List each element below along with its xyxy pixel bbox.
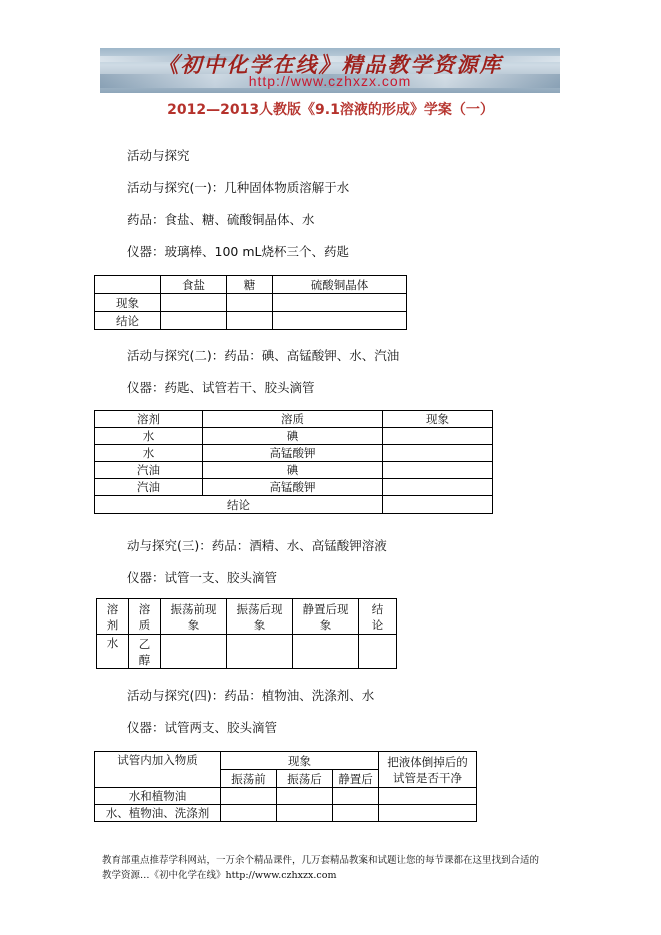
table-header-cell: 硫酸铜晶体 — [273, 276, 407, 294]
footer — [102, 853, 572, 883]
activity-2-heading: 活动与探究(二)：药品：碘、高锰酸钾、水、汽油 — [127, 348, 400, 363]
table-cell — [221, 805, 277, 822]
table-cell — [227, 312, 273, 330]
table-cell — [333, 805, 379, 822]
solute-cell: 高锰酸钾 — [203, 479, 383, 496]
activity-2-apparatus: 仪器：药匙、试管若干、胶头滴管 — [127, 380, 315, 395]
table-header-cell: 结 论 — [359, 599, 397, 635]
table-subheader-cell: 振荡后 — [277, 770, 333, 788]
banner-title: 《初中化学在线》精品教学资源库 — [157, 52, 503, 77]
banner-url[interactable]: http://www.czhxzx.com — [248, 73, 412, 89]
table-header-cell: 溶剂 — [95, 411, 203, 428]
table-row — [97, 635, 397, 669]
table-row — [95, 294, 407, 312]
solvent-cell: 水 — [95, 445, 203, 462]
row-label: 水、植物油、洗涤剂 — [95, 805, 221, 822]
footer-line[interactable]: 教学资源…《初中化学在线》http://www.czhxzx.com — [102, 870, 337, 881]
table-row — [97, 599, 397, 635]
table-row — [95, 445, 493, 462]
table-cell — [379, 788, 477, 805]
activity-1-heading: 活动与探究(一)：几种固体物质溶解于水 — [127, 180, 350, 195]
table-row — [95, 479, 493, 496]
activity-1-table — [94, 275, 407, 330]
activity-3-table — [96, 598, 397, 669]
activity-2-table — [94, 410, 493, 514]
activity-4-table — [94, 751, 477, 822]
table-header-cell: 把液体倒掉后的 试管是否干净 — [379, 752, 477, 788]
solute-cell: 高锰酸钾 — [203, 445, 383, 462]
table-row — [95, 788, 477, 805]
activity-4-apparatus: 仪器：试管两支、胶头滴管 — [127, 720, 278, 735]
table-cell — [379, 805, 477, 822]
solute-cell: 碘 — [203, 428, 383, 445]
table-cell — [221, 788, 277, 805]
table-header-cell: 溶 剂 — [97, 599, 129, 635]
table-cell — [383, 428, 493, 445]
table-header-cell: 振荡后现 象 — [227, 599, 293, 635]
row-label: 结论 — [95, 312, 161, 330]
table-row — [95, 805, 477, 822]
activity-1-drugs: 药品：食盐、糖、硫酸铜晶体、水 — [127, 212, 315, 227]
activity-3-heading: 动与探究(三)：药品：酒精、水、高锰酸钾溶液 — [127, 538, 387, 553]
table-header-cell: 现象 — [383, 411, 493, 428]
table-cell — [277, 788, 333, 805]
table-header-cell: 振荡前现 象 — [161, 599, 227, 635]
table-cell — [383, 445, 493, 462]
table-row — [95, 411, 493, 428]
conclusion-label: 结论 — [95, 496, 383, 514]
table-cell — [273, 312, 407, 330]
table-header-cell: 试管内加入物质 — [95, 752, 221, 788]
table-cell — [277, 805, 333, 822]
table-cell — [383, 496, 493, 514]
table-cell — [161, 294, 227, 312]
table-header-cell: 现象 — [221, 752, 379, 770]
solvent-cell: 水 — [95, 428, 203, 445]
solvent-cell: 汽油 — [95, 479, 203, 496]
table-row — [95, 462, 493, 479]
table-header-cell: 静置后现 象 — [293, 599, 359, 635]
activity-3-apparatus: 仪器：试管一支、胶头滴管 — [127, 570, 278, 585]
table-cell — [293, 635, 359, 669]
activity-4-heading: 活动与探究(四)：药品：植物油、洗涤剂、水 — [127, 688, 375, 703]
table-header-cell — [95, 276, 161, 294]
solute-cell: 碘 — [203, 462, 383, 479]
row-label: 现象 — [95, 294, 161, 312]
section-heading: 活动与探究 — [127, 148, 190, 163]
table-header-cell: 糖 — [227, 276, 273, 294]
table-row — [95, 428, 493, 445]
table-cell — [273, 294, 407, 312]
footer-line: 教育部重点推荐学科网站，一万余个精品课件，几万套精品教案和试题让您的每节课都在这里找到合适的 — [102, 855, 540, 866]
table-row — [95, 276, 407, 294]
solvent-cell: 汽油 — [95, 462, 203, 479]
document-title: 2012—2013人教版《9.1溶液的形成》学案（一） — [167, 102, 494, 118]
table-cell — [227, 635, 293, 669]
table-subheader-cell: 静置后 — [333, 770, 379, 788]
table-subheader-cell: 振荡前 — [221, 770, 277, 788]
table-row — [95, 312, 407, 330]
solute-cell: 乙 醇 — [129, 635, 161, 669]
table-cell — [383, 462, 493, 479]
table-cell — [161, 635, 227, 669]
row-label: 水和植物油 — [95, 788, 221, 805]
table-cell — [359, 635, 397, 669]
table-cell — [383, 479, 493, 496]
header-banner — [100, 48, 560, 93]
table-row — [95, 752, 477, 770]
activity-1-apparatus: 仪器：玻璃棒、100 mL烧杯三个、药匙 — [127, 244, 349, 259]
table-header-cell: 溶 质 — [129, 599, 161, 635]
table-header-cell: 溶质 — [203, 411, 383, 428]
table-cell — [333, 788, 379, 805]
table-cell — [227, 294, 273, 312]
table-row — [95, 496, 493, 514]
table-header-cell: 食盐 — [161, 276, 227, 294]
table-cell — [161, 312, 227, 330]
solvent-cell: 水 — [97, 635, 129, 669]
